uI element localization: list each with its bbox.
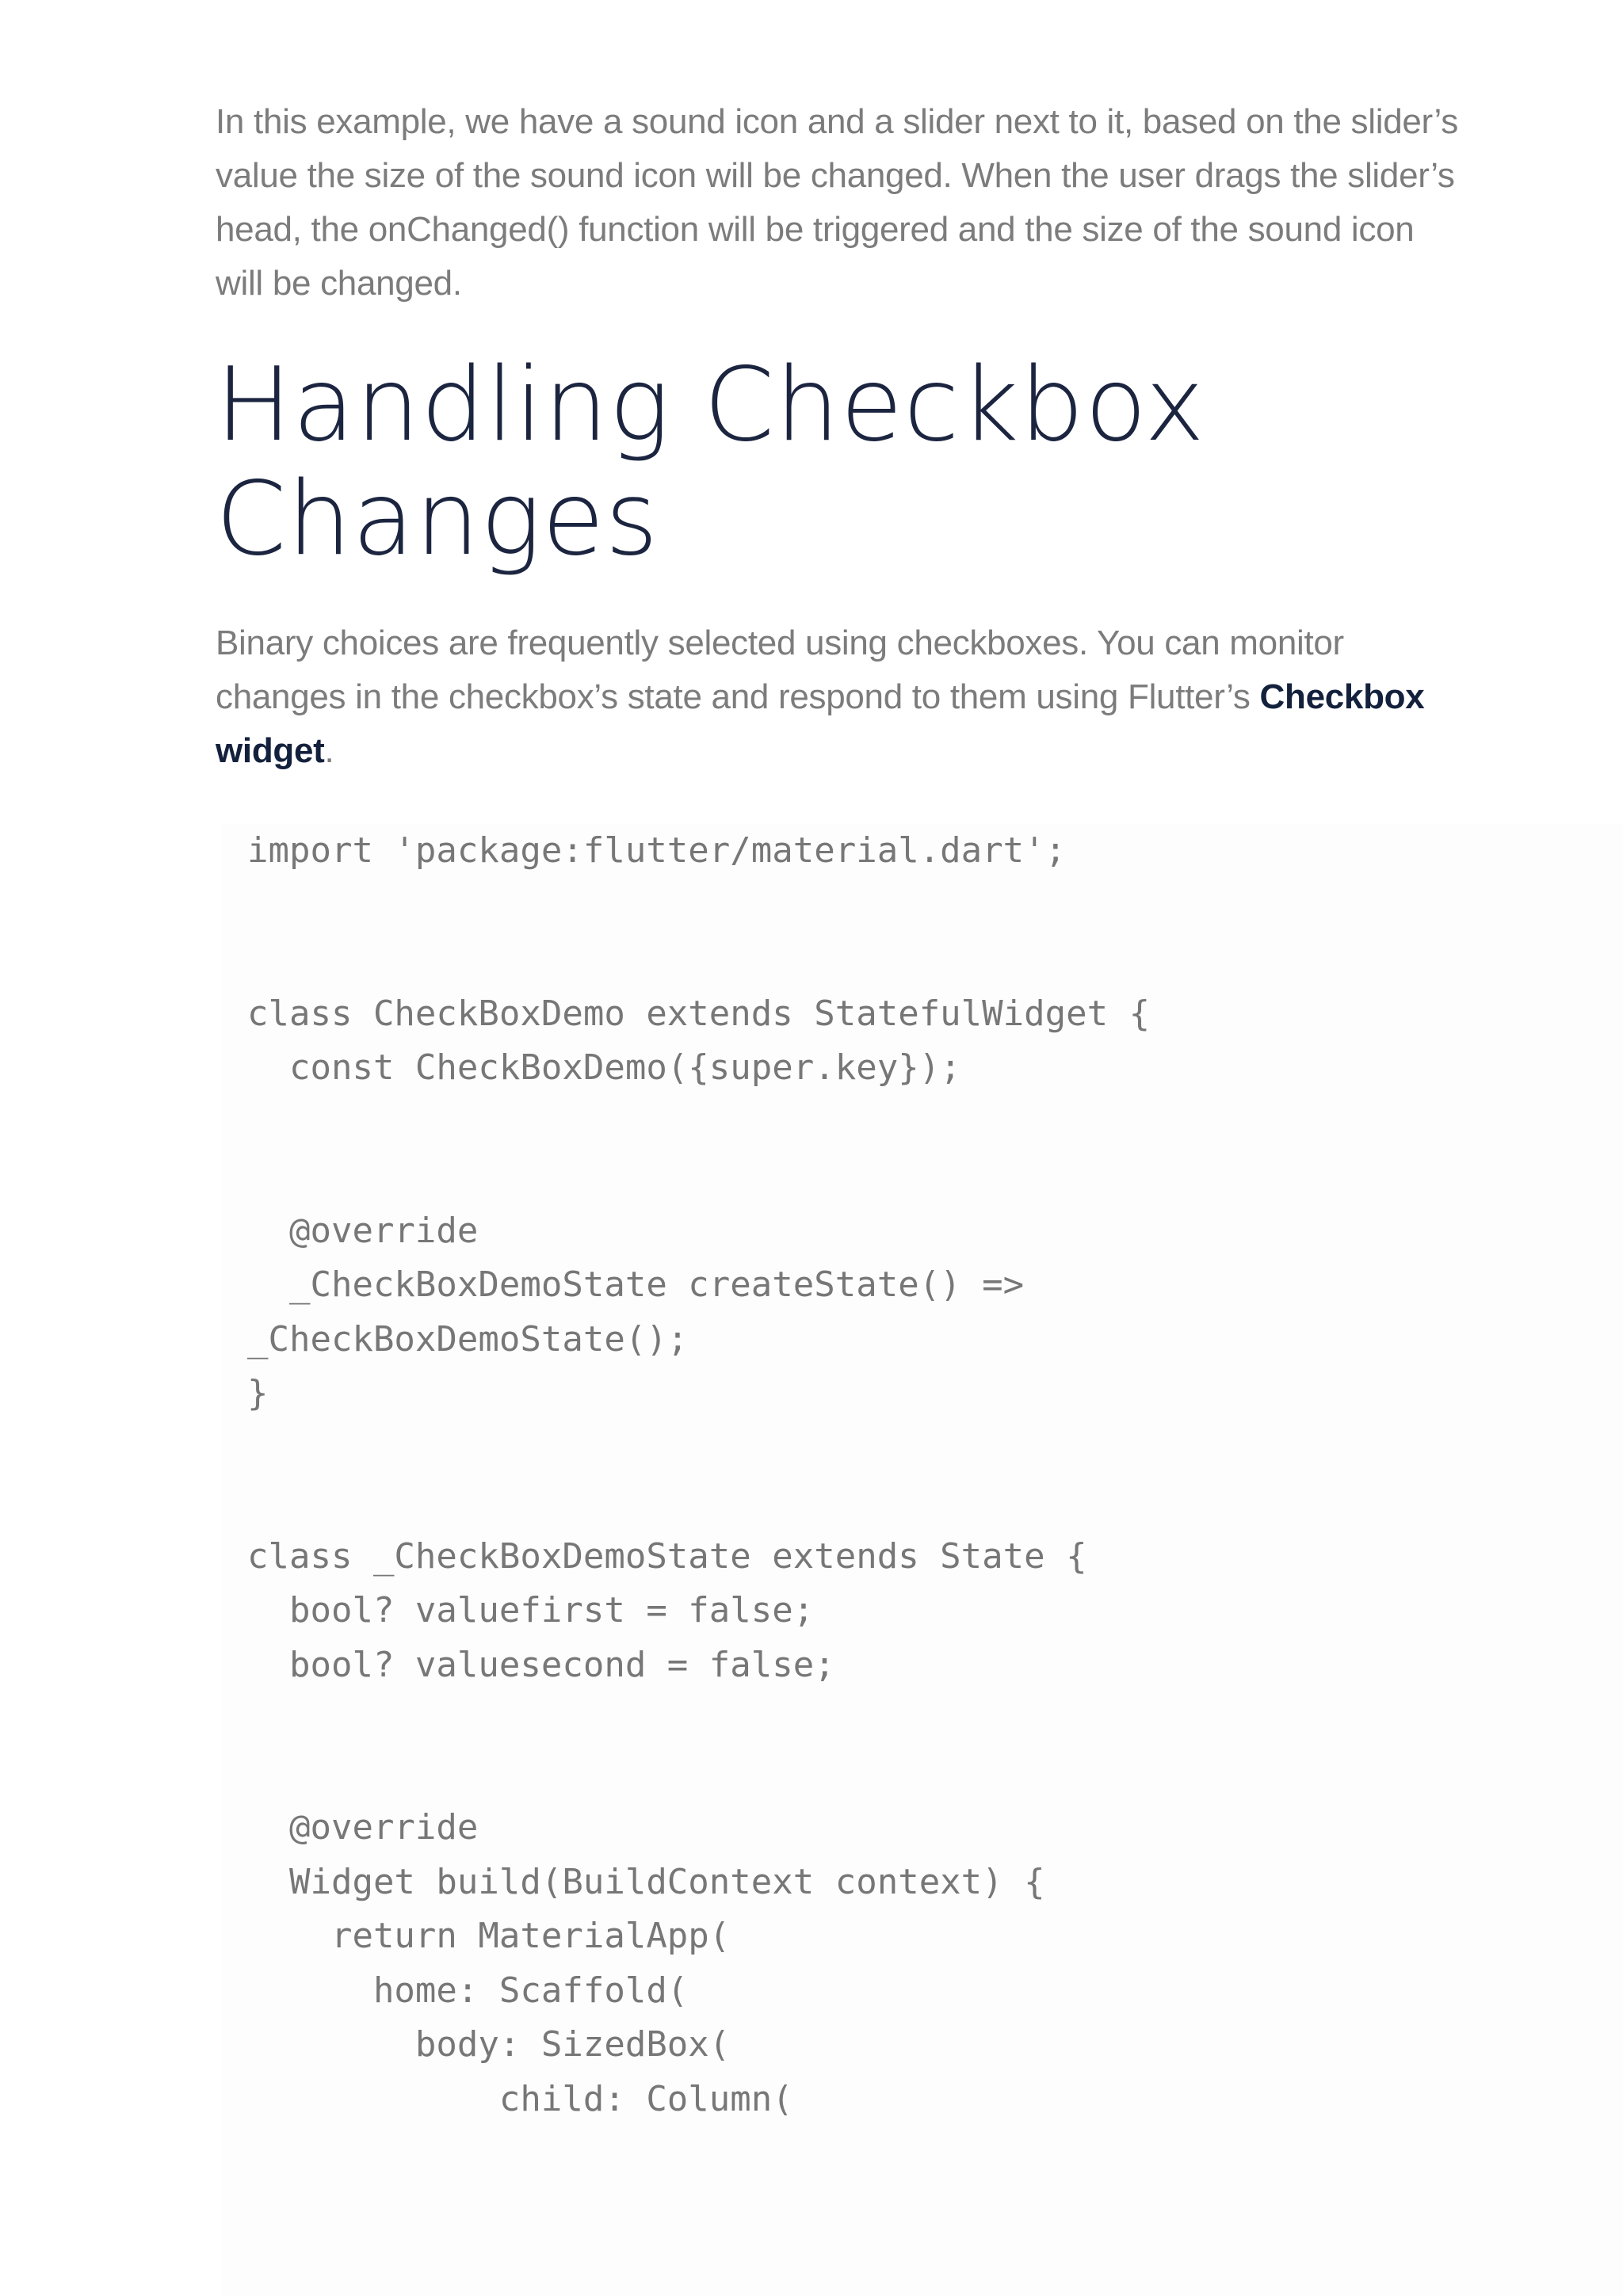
- code-text: import 'package:flutter/material.dart'; class CheckBoxDemo extends StatefulWidget { const CheckBoxDemo({super.key}); @override _CheckBoxDemoState createState() => _CheckBoxDemoState(); } class _CheckBoxDemoState extends State { bool? valuefirst = false; bool? valuesecond = false; @override Widget build(BuildContext context) { return MaterialApp( home: Scaffold( body: SizedBox( child: Column(: [247, 830, 1151, 2119]
- checkbox-widget-link[interactable]: Checkbox widget: [216, 677, 1425, 770]
- section-heading-line-1: Handling Checkbox: [216, 346, 1205, 464]
- section-paragraph-text: Binary choices are frequently selected using checkboxes. You can monitor changes in the checkbox’s state and respond to them using Flutter’s: [216, 624, 1344, 716]
- section-paragraph-end: .: [324, 731, 334, 770]
- section-heading-line-2: Changes: [216, 460, 659, 578]
- code-block: [222, 824, 1623, 2296]
- section-heading: [216, 346, 1563, 578]
- article-content: [216, 95, 1484, 778]
- section-paragraph: [216, 616, 1484, 778]
- intro-paragraph: In this example, we have a sound icon and a slider next to it, based on the slider’s value the size of the sound icon will be changed. When the user drags the slider’s head, the onChanged() function will be triggered and the size of the sound icon will be changed.: [216, 102, 1458, 303]
